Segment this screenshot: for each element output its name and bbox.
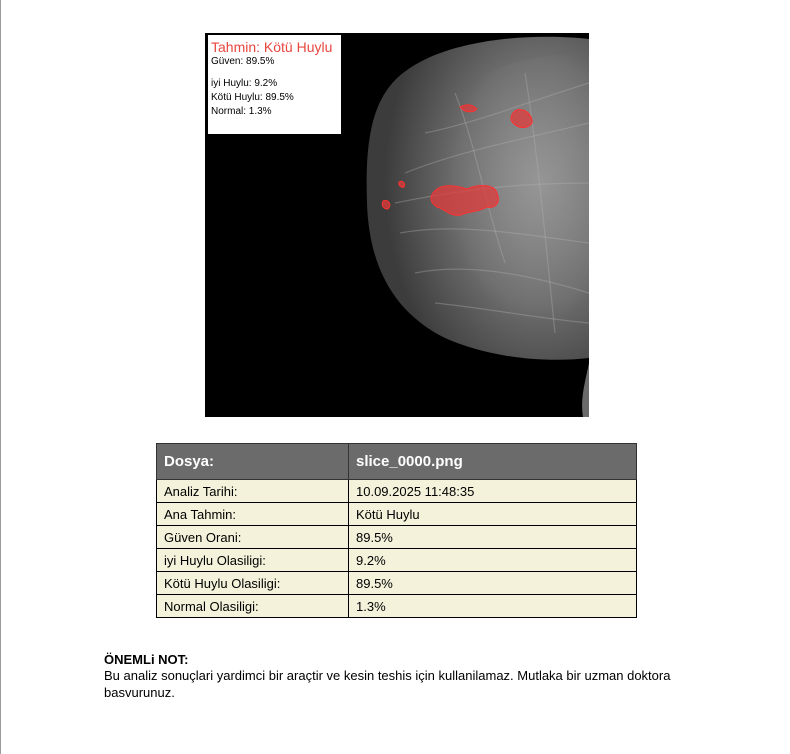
- benign-probability-label: iyi Huylu: 9.2%: [211, 78, 278, 89]
- table-row: [157, 503, 637, 526]
- row-value: Kötü Huylu: [349, 503, 637, 526]
- row-value: 89.5%: [349, 526, 637, 549]
- prediction-label: Tahmin: Kötü Huylu: [211, 39, 333, 55]
- row-value: 1.3%: [349, 595, 637, 618]
- confidence-label: Güven: 89.5%: [211, 56, 275, 67]
- note-text: Bu analiz sonuçlari yardimci bir araçtir ve kesin teshis için kullanilamaz. Mutlaka bir uzman doktora basvurunuz.: [104, 668, 671, 700]
- row-value: 10.09.2025 11:48:35: [349, 480, 637, 503]
- table-row: [157, 526, 637, 549]
- normal-probability-label: Normal: 1.3%: [211, 106, 272, 117]
- analysis-table: [156, 443, 637, 618]
- prediction-overlay: [208, 35, 341, 134]
- important-note: [104, 652, 724, 701]
- row-label: Ana Tahmin:: [157, 503, 349, 526]
- table-row: [157, 549, 637, 572]
- note-title: ÖNEMLi NOT:: [104, 652, 189, 667]
- table-row: [157, 480, 637, 503]
- table-header-row: [157, 444, 637, 480]
- table-row: [157, 595, 637, 618]
- row-value: 9.2%: [349, 549, 637, 572]
- mammogram-image: [205, 33, 589, 417]
- row-value: 89.5%: [349, 572, 637, 595]
- row-label: Kötü Huylu Olasiligi:: [157, 572, 349, 595]
- page-left-border: [0, 0, 1, 754]
- row-label: Analiz Tarihi:: [157, 480, 349, 503]
- malignant-probability-label: Kötü Huylu: 89.5%: [211, 92, 294, 103]
- row-label: Güven Orani:: [157, 526, 349, 549]
- row-label: Normal Olasiligi:: [157, 595, 349, 618]
- row-label: iyi Huylu Olasiligi:: [157, 549, 349, 572]
- file-label: Dosya:: [157, 444, 349, 480]
- table-row: [157, 572, 637, 595]
- file-name: slice_0000.png: [349, 444, 637, 480]
